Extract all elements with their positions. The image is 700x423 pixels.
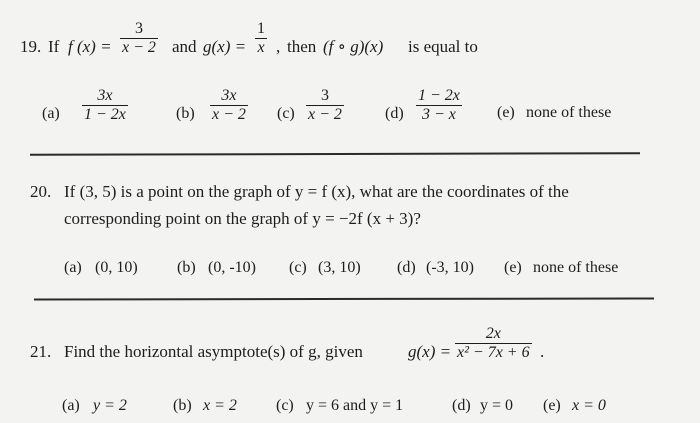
choice-text: y = 0 [480,397,514,414]
choice-label: (d) [452,397,471,414]
g-numerator: 2x [485,325,501,342]
f-numerator: 3 [134,20,143,37]
choice-label: (d) [397,259,416,276]
denominator: 1 − 2x [84,106,126,123]
g-definition: g(x) = [203,37,247,56]
numerator: 3x [221,87,237,104]
choice-label: (b) [173,397,192,414]
comma: , [276,37,281,56]
choice-label: (e) [497,104,515,121]
denominator: x − 2 [212,106,246,123]
f-definition: f (x) = [68,37,112,56]
denominator: 3 − x [422,106,456,123]
numerator: 3 [320,87,329,104]
divider [30,152,640,156]
choice-label: (c) [276,397,294,414]
question-stem: and [172,37,197,56]
numerator: 3x [97,87,113,104]
choice-label: (c) [289,259,307,276]
question-stem: then [287,37,317,56]
numerator: 1 − 2x [418,87,460,104]
f-denominator: x − 2 [122,39,156,56]
choice-label: (b) [176,105,195,122]
g-fraction [455,325,532,362]
question-stem: is equal to [408,37,478,56]
f-fraction [120,20,158,57]
choice-text: (0, -10) [208,259,256,276]
question-number: 19. [20,37,42,56]
choice-label: (a) [64,259,82,276]
question-number: 20. [30,182,52,201]
denominator: x − 2 [308,106,342,123]
choice-b-fraction [210,87,248,124]
choice-text: x = 0 [572,397,606,414]
choice-text: (-3, 10) [426,259,474,276]
choice-text: y = 6 and y = 1 [306,397,404,414]
choice-label: (b) [177,259,196,276]
choice-label: (e) [504,259,522,276]
choice-label: (c) [277,105,295,122]
period: . [540,342,545,361]
choice-text: x = 2 [203,397,237,414]
choice-c-fraction [306,87,344,124]
choice-label: (d) [385,105,404,122]
question-stem: If (3, 5) is a point on the graph of y = f (x), what are the coordinates of the [64,182,569,201]
choice-text: none of these [533,259,619,276]
choice-label: (e) [543,397,561,414]
divider [34,297,654,300]
choice-label: (a) [62,397,80,414]
choice-text: (0, 10) [95,259,138,276]
choice-text: none of these [526,104,612,121]
g-denominator: x [257,39,265,56]
choice-a-fraction [82,87,128,124]
g-fraction [255,20,267,57]
question-number: 21. [30,342,52,361]
choice-label: (a) [42,105,60,122]
g-definition: g(x) = [408,342,452,361]
choice-text: (3, 10) [318,259,361,276]
question-stem: Find the horizontal asymptote(s) of g, given [64,342,363,361]
question-stem: If [48,37,60,56]
g-numerator: 1 [257,20,265,37]
choice-d-fraction [416,87,462,124]
question-stem: corresponding point on the graph of y = −2f (x + 3)? [64,209,421,228]
composition: (f ∘ g)(x) [323,37,384,56]
choice-text: y = 2 [93,397,127,414]
g-denominator: x² − 7x + 6 [457,344,530,361]
